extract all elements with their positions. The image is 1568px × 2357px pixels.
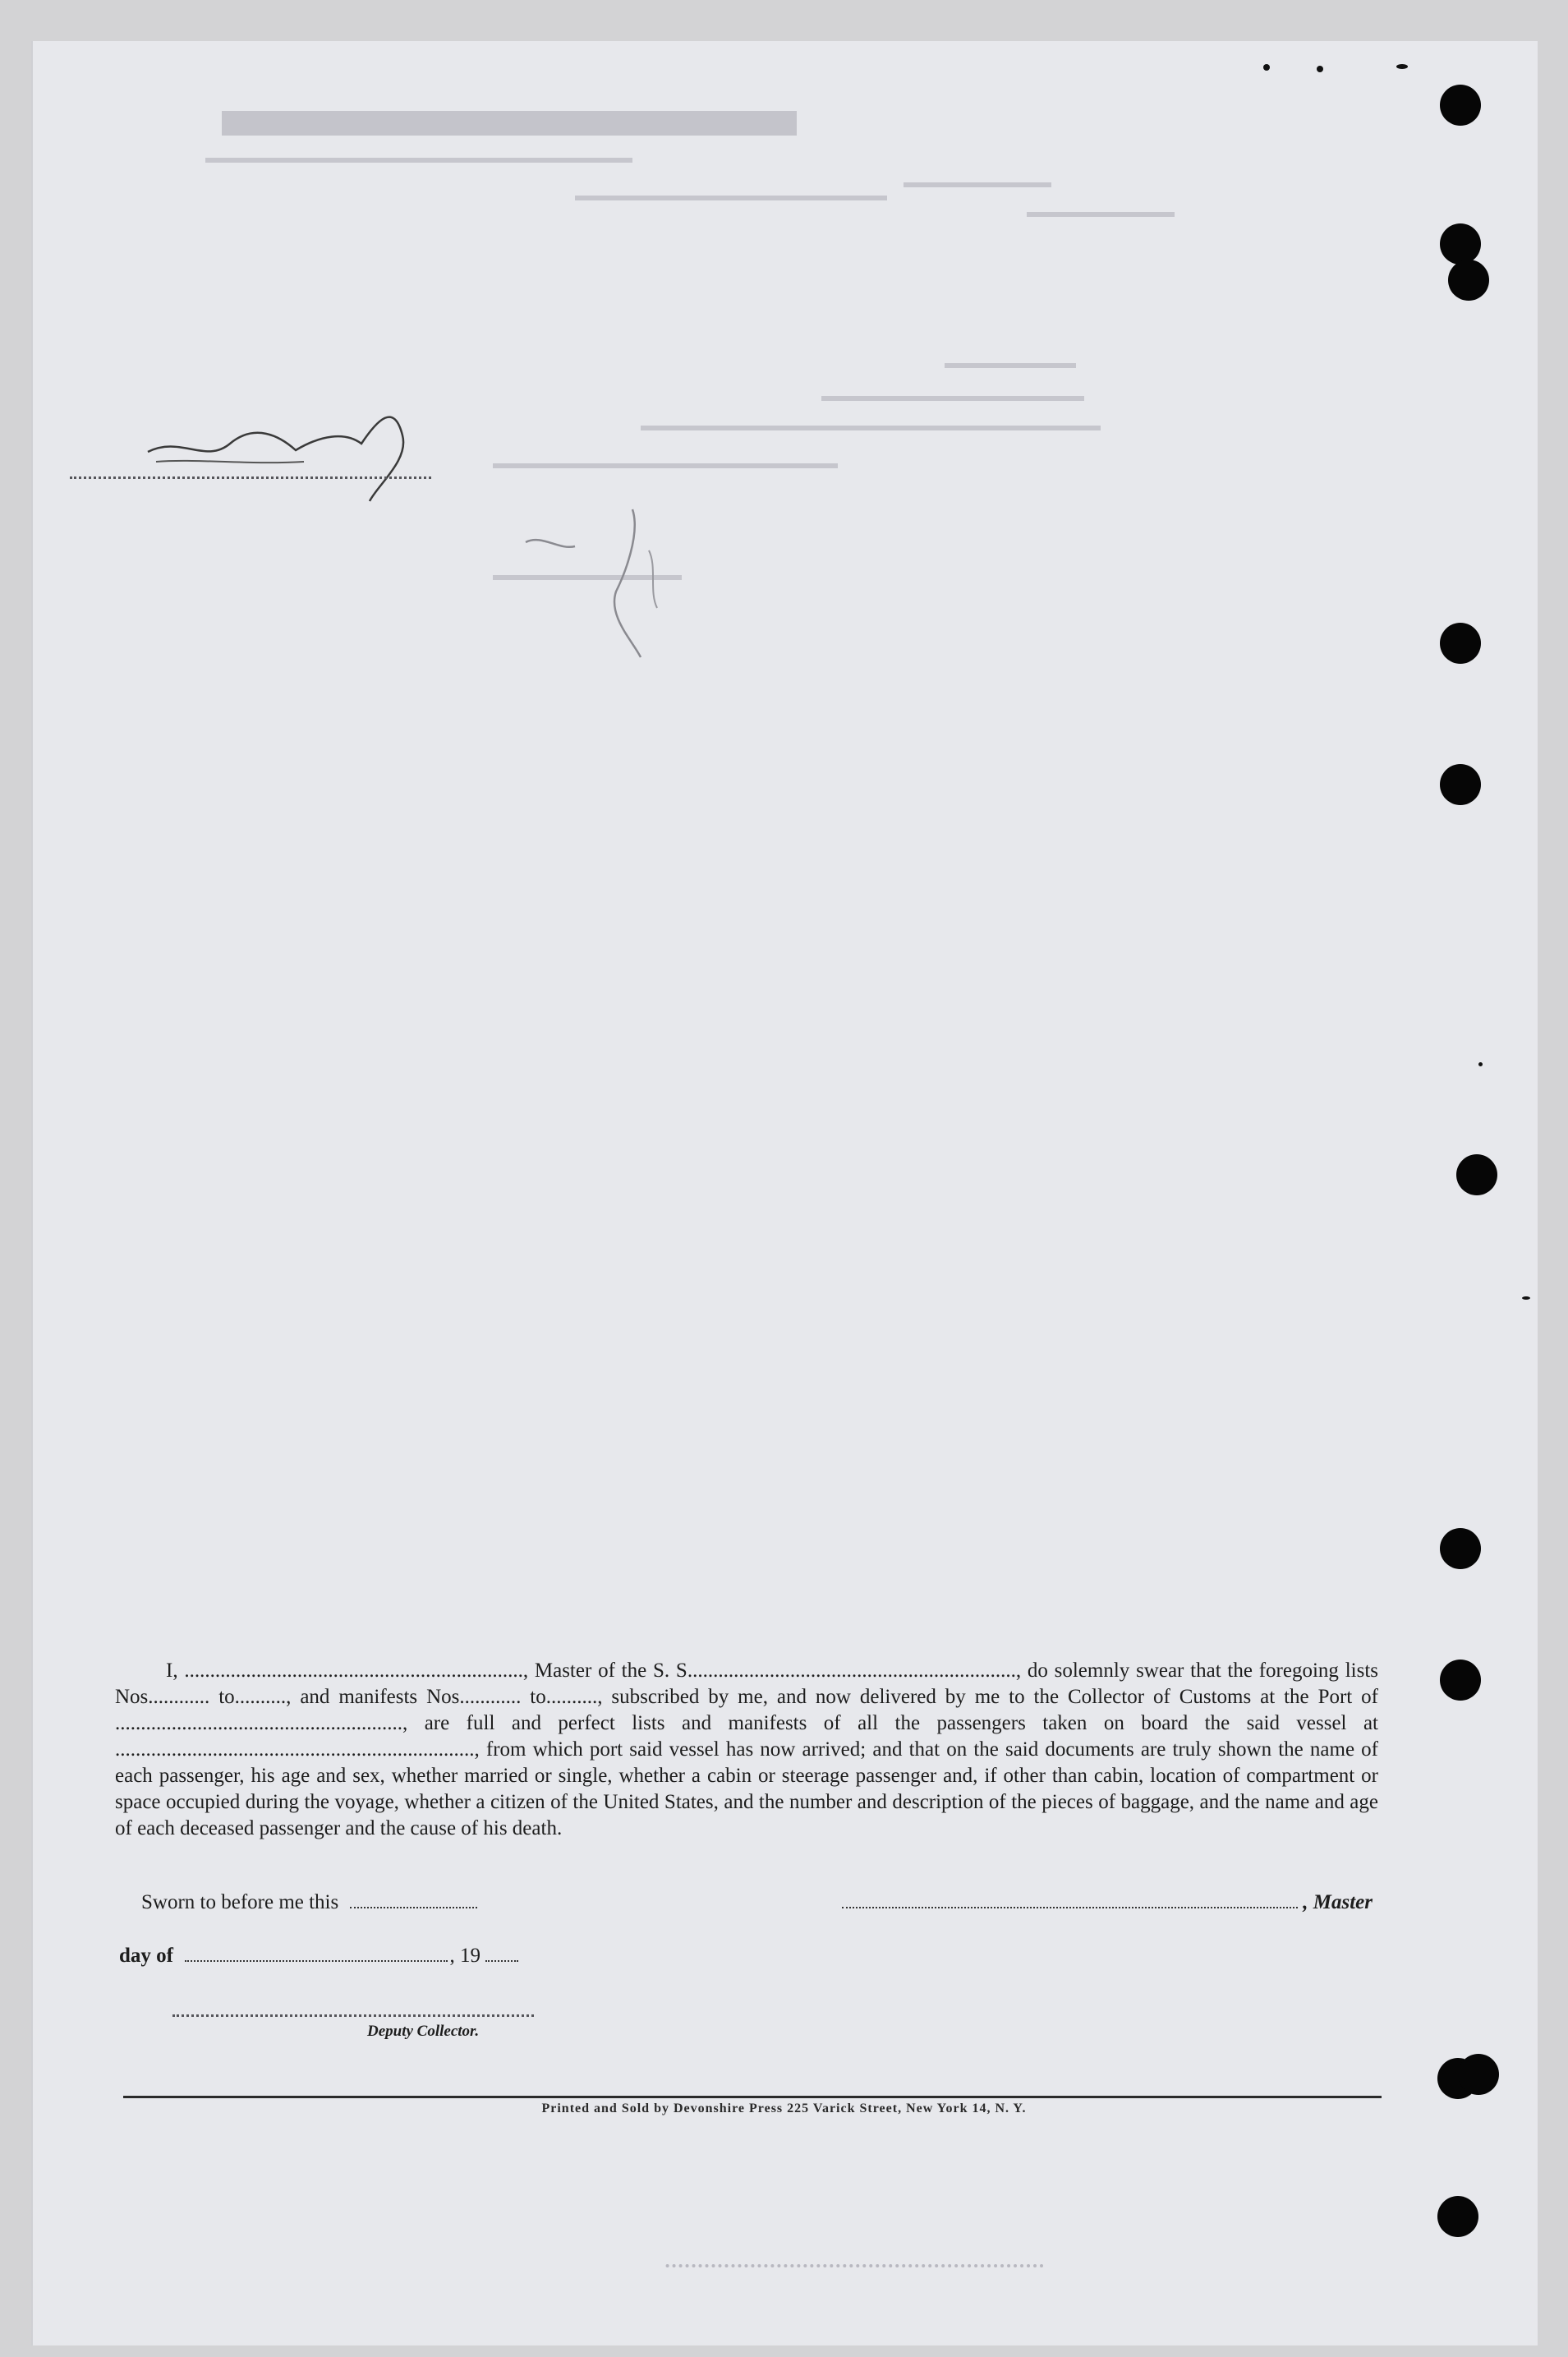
handwritten-signature-mark	[131, 386, 460, 509]
binder-hole	[1448, 260, 1489, 301]
deputy-collector-caption	[367, 2023, 479, 2041]
bleed-through-footer	[665, 2249, 1043, 2274]
day-of-label: day of	[119, 1945, 173, 1967]
binder-hole	[1440, 1660, 1481, 1701]
binder-hole	[1458, 2054, 1499, 2095]
deputy-label: Deputy Collector.	[367, 2023, 480, 2040]
bleed-through-line	[641, 426, 1101, 430]
master-label: , Master	[1303, 1891, 1373, 1913]
bleed-through-line	[904, 182, 1051, 187]
bleed-through-heading	[222, 111, 797, 143]
binder-hole	[1440, 623, 1481, 664]
master-signature	[842, 1891, 1373, 1914]
signature-line	[70, 476, 431, 479]
speck	[1396, 64, 1408, 69]
speck	[1263, 64, 1270, 71]
binder-hole	[1440, 764, 1481, 805]
deputy-signature-line	[172, 2014, 534, 2017]
bleed-through-line	[205, 158, 632, 163]
sworn-date-field	[350, 1892, 477, 1908]
bleed-through-line	[493, 463, 838, 468]
master-signature-field	[842, 1892, 1298, 1908]
bleed-through-line	[945, 363, 1076, 368]
year-field	[485, 1945, 518, 1962]
binder-hole	[1456, 1154, 1497, 1195]
bleed-through-line	[821, 396, 1084, 401]
speck	[1522, 1296, 1530, 1300]
speck	[1317, 66, 1323, 72]
binder-hole	[1440, 85, 1481, 126]
footer-rule	[123, 2096, 1382, 2098]
bleed-through-line	[1027, 212, 1175, 217]
handwritten-initials-mark	[509, 501, 756, 665]
day-of-row	[119, 1945, 518, 1968]
year-label: , 19	[449, 1945, 481, 1967]
bleed-through-line	[575, 196, 887, 200]
binder-hole	[1440, 223, 1481, 265]
sworn-statement	[141, 1891, 477, 1914]
day-of-field	[185, 1945, 448, 1962]
printer-imprint: Printed and Sold by Devonshire Press 225 Varick Street, New York 14, N. Y.	[541, 2102, 1027, 2115]
binder-hole	[1437, 2196, 1478, 2237]
oath-text: I, .................................................................., Master of the S. S................................................................, do solemnly swear that the foregoing lists Nos............ to.........., and manifests Nos............ to.........., subscribed by me, and now delivered by me to the Collector of Customs at the Port of ........................................................, are full and perfect lists and manifests of all the passengers taken on board the said vessel at ......................................................................, from which port said vessel has now arrived; and that on the said documents are truly shown the name of each passenger, his age and sex, whether married or single, whether a cabin or steerage passenger and, if other than cabin, location of compartment or space occupied during the voyage, whether a citizen of the United States, and the number and description of the pieces of baggage, and the name and age of each deceased passenger and the cause of his death.	[115, 1660, 1378, 1839]
binder-hole	[1440, 1528, 1481, 1569]
speck	[1478, 1062, 1483, 1066]
sworn-label: Sworn to before me this	[141, 1891, 339, 1913]
oath-paragraph	[115, 1658, 1378, 1842]
